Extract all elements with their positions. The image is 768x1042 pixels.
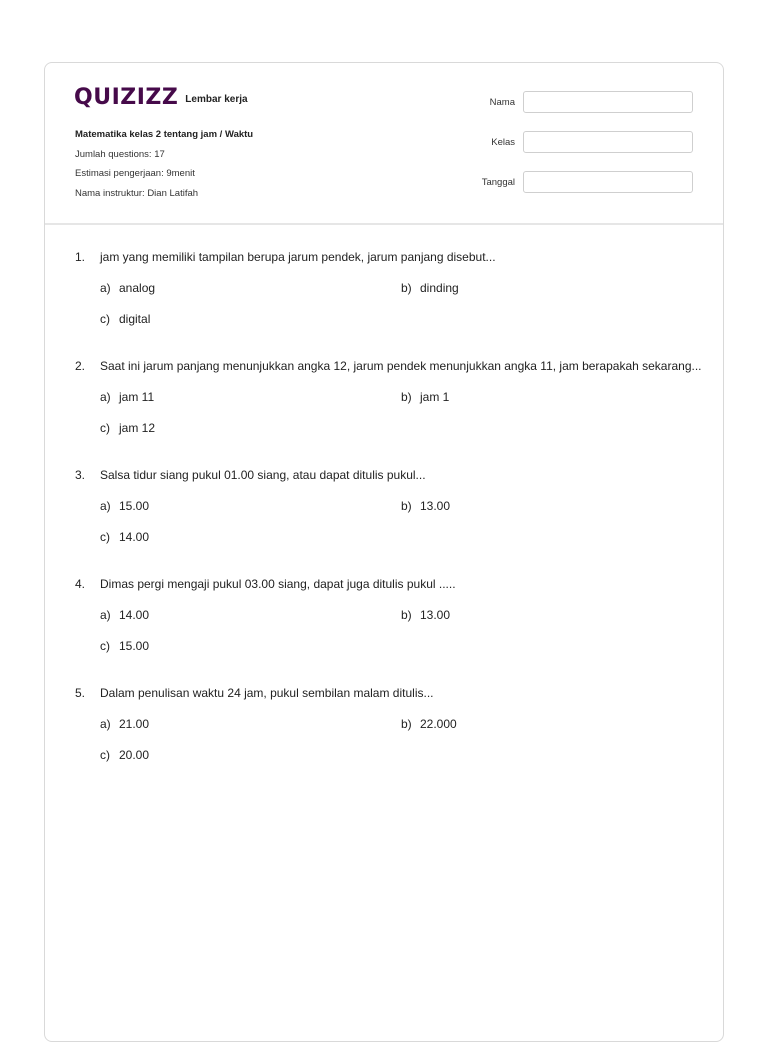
- question-body: Saat ini jarum panjang menunjukkan angka 12, jarum pendek menunjukkan angka 11, jam berapakah sekarang...: [100, 359, 702, 373]
- question-body: Dimas pergi mengaji pukul 03.00 siang, dapat juga ditulis pukul .....: [100, 577, 456, 591]
- option-a[interactable]: [100, 387, 401, 407]
- nama-label: Nama: [489, 96, 515, 108]
- answer-options: [100, 714, 705, 765]
- kelas-label: Kelas: [491, 136, 515, 148]
- question-count: Jumlah questions: 17: [75, 148, 165, 160]
- option-a[interactable]: [100, 714, 401, 734]
- question-body: Salsa tidur siang pukul 01.00 siang, atau dapat ditulis pukul...: [100, 468, 426, 482]
- option-a[interactable]: [100, 278, 401, 298]
- option-b[interactable]: [401, 605, 701, 625]
- question-number: 4.: [75, 577, 86, 591]
- answer-options: [100, 605, 705, 656]
- answer-options: [100, 387, 705, 438]
- option-letter: c): [100, 530, 110, 544]
- question-number: 3.: [75, 468, 86, 482]
- question-body: Dalam penulisan waktu 24 jam, pukul sembilan malam ditulis...: [100, 686, 434, 700]
- tanggal-input[interactable]: [523, 171, 693, 193]
- option-text: 13.00: [420, 499, 451, 513]
- question-number: 5.: [75, 686, 86, 700]
- brand-row: [74, 85, 248, 111]
- question-list: [75, 247, 705, 792]
- option-text: 20.00: [119, 748, 150, 762]
- answer-options: [100, 496, 705, 547]
- option-text: 13.00: [420, 608, 451, 622]
- question-number: 1.: [75, 250, 86, 264]
- option-b[interactable]: [401, 387, 701, 407]
- option-text: 14.00: [119, 608, 150, 622]
- quizizz-logo: QUIZIZZ: [74, 85, 179, 110]
- nama-field: [455, 91, 693, 113]
- option-letter: c): [100, 639, 110, 653]
- option-text: jam 11: [119, 390, 155, 404]
- option-letter: a): [100, 608, 111, 622]
- option-c[interactable]: [100, 418, 401, 438]
- kelas-field: [455, 131, 693, 153]
- option-letter: b): [401, 281, 412, 295]
- option-text: jam 12: [119, 421, 156, 435]
- option-c[interactable]: [100, 745, 401, 765]
- question-body: jam yang memiliki tampilan berupa jarum pendek, jarum panjang disebut...: [100, 250, 496, 264]
- option-b[interactable]: [401, 278, 701, 298]
- option-letter: a): [100, 281, 111, 295]
- question-text: [75, 247, 705, 268]
- option-a[interactable]: [100, 605, 401, 625]
- question-5: [75, 683, 705, 765]
- option-letter: a): [100, 390, 111, 404]
- option-c[interactable]: [100, 636, 401, 656]
- question-4: [75, 574, 705, 656]
- option-c[interactable]: [100, 309, 401, 329]
- tanggal-field: [455, 171, 693, 193]
- option-text: 22.000: [420, 717, 457, 731]
- question-text: [75, 465, 705, 486]
- instructor-name: Nama instruktur: Dian Latifah: [75, 187, 199, 199]
- question-3: [75, 465, 705, 547]
- option-text: dinding: [420, 281, 459, 295]
- estimate-time: Estimasi pengerjaan: 9menit: [75, 168, 195, 179]
- question-text: [75, 574, 705, 595]
- option-b[interactable]: [401, 714, 701, 734]
- answer-options: [100, 278, 705, 329]
- question-number: 2.: [75, 359, 86, 373]
- option-text: 21.00: [119, 717, 150, 731]
- option-letter: b): [401, 390, 412, 404]
- option-text: 15.00: [119, 639, 150, 653]
- option-letter: c): [100, 748, 110, 762]
- option-letter: b): [401, 608, 412, 622]
- option-text: jam 1: [420, 390, 450, 404]
- option-letter: a): [100, 717, 111, 731]
- option-letter: b): [401, 499, 412, 513]
- option-letter: b): [401, 717, 412, 731]
- question-text: [75, 683, 705, 704]
- question-1: [75, 247, 705, 329]
- worksheet-header: [45, 63, 723, 225]
- question-text: [75, 356, 705, 377]
- option-a[interactable]: [100, 496, 401, 516]
- nama-input[interactable]: [523, 91, 693, 113]
- option-letter: c): [100, 312, 110, 326]
- option-letter: c): [100, 421, 110, 435]
- worksheet-card: [44, 62, 724, 1042]
- kelas-input[interactable]: [523, 131, 693, 153]
- option-text: 14.00: [119, 530, 150, 544]
- question-2: [75, 356, 705, 438]
- option-c[interactable]: [100, 527, 401, 547]
- option-letter: a): [100, 499, 111, 513]
- option-b[interactable]: [401, 496, 701, 516]
- quiz-meta: [75, 125, 253, 203]
- option-text: 15.00: [119, 499, 150, 513]
- option-text: digital: [119, 312, 151, 326]
- quiz-title: Matematika kelas 2 tentang jam / Waktu: [75, 129, 254, 140]
- option-text: analog: [119, 281, 156, 295]
- logo-subtitle: Lembar kerja: [185, 93, 248, 105]
- tanggal-label: Tanggal: [481, 176, 515, 188]
